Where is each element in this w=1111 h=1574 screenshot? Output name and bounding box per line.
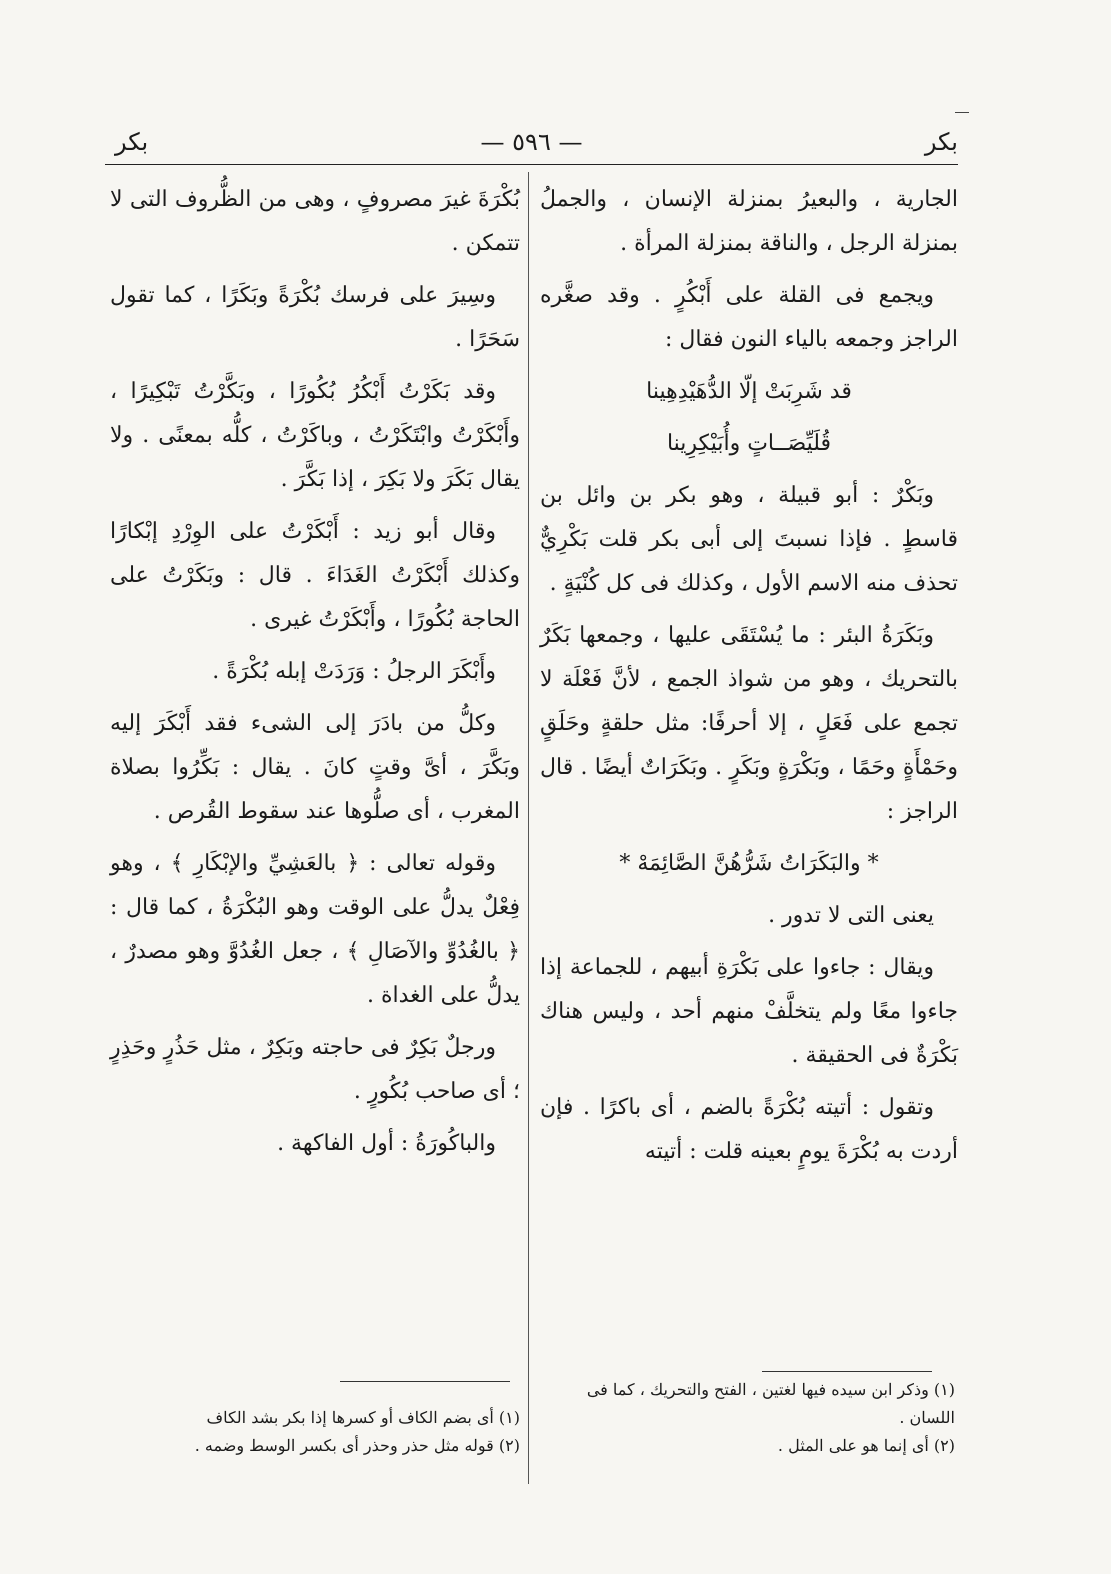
footnote: (١) وذكر ابن سيده فيها لغتين ، الفتح والتحريك ، كما فى اللسان . <box>586 1380 955 1427</box>
verse-line: * والبَكَرَاتُ شَرُّهُنَّ الصَّائِمَهْ * <box>619 851 879 876</box>
paragraph: ورجلٌ بَكِرٌ فى حاجته وبَكِرٌ ، مثل حَذُرٍ وحَذِرٍ ؛ أى صاحب بُكُورٍ . <box>110 1035 520 1104</box>
footnote-rule-right <box>762 1371 932 1372</box>
paragraph: ويجمع فى القلة على أَبْكُرٍ . وقد صغَّره الراجز وجمعه بالياء النون فقال : <box>540 283 958 352</box>
paragraph: وبَكْرٌ : أبو قبيلة ، وهو بكر بن وائل بن قاسطٍ . فإذا نسبتَ إلى أبى بكر قلت بَكْرِيٌّ تحذف منه الاسم الأول ، وكذلك فى كل كُنْيَةٍ . <box>540 483 958 596</box>
corner-mark <box>955 112 969 113</box>
header-rule <box>105 164 958 165</box>
paragraph: ويقال : جاءوا على بَكْرَةِ أبيهم ، للجماعة إذا جاءوا معًا ولم يتخلَّفْ منهم أحد ، وليس هناك بَكْرَةٌ فى الحقيقة . <box>540 955 958 1068</box>
footnotes-right <box>545 1376 955 1460</box>
page-header <box>105 128 958 162</box>
headword-right: بكر <box>924 128 958 156</box>
paragraph: والباكُورَةُ : أول الفاكهة . <box>277 1131 496 1156</box>
right-column <box>540 178 958 1182</box>
verse-line: قُلَيِّصَــاتٍ وأُبَيْكِرِينا <box>666 431 832 456</box>
paragraph: وقال أبو زيد : أَبْكَرْتُ على الوِرْدِ إبْكارًا وكذلك أَبْكَرْتُ الغَدَاءَ . قال : وبَكَرْتُ على الحاجة بُكُورًا ، وأَبْكَرْتُ غيرى . <box>110 519 520 632</box>
footnotes-left <box>110 1404 520 1460</box>
footnote: (١) أى بضم الكاف أو كسرها إذا بكر بشد الكاف <box>206 1408 520 1427</box>
paragraph: بُكْرَةَ غيرَ مصروفٍ ، وهى من الظُّروف التى لا تتمكن . <box>110 187 520 256</box>
paragraph: وتقول : أتيته بُكْرَةً بالضم ، أى باكرًا . فإن أردت به بُكْرَةَ يومٍ بعينه قلت : أتيته <box>540 1095 958 1164</box>
paragraph: وقوله تعالى : ﴿ بالعَشِيِّ والإبْكَارِ ﴾ ، وهو فِعْلٌ يدلُّ على الوقت وهو البُكْرَةُ ، كما قال : ﴿ بالغُدُوِّ والآصَالِ ﴾ ، جعل الغُدُوَّ وهو مصدرٌ ، يدلُّ على الغداة . <box>110 851 520 1008</box>
paragraph: وبَكَرَةُ البئر : ما يُسْتَقَى عليها ، وجمعها بَكَرٌ بالتحريك ، وهو من شواذ الجمع ، لأنَّ فَعْلَة لا تجمع على فَعَلٍ ، إلا أحرفًا: مثل حلقةٍ وحَلَقٍ وحَمْأَةٍ وحَمًا ، وبَكْرَةٍ وبَكَرٍ . وبَكَرَاتٌ أيضًا . قال الراجز : <box>540 623 958 824</box>
footnote-rule-left <box>340 1381 510 1382</box>
verse-line: قد شَرِبَتْ إلّا الدُّهَيْدِهِينا <box>646 379 852 404</box>
paragraph: وكلُّ من بادَرَ إلى الشىء فقد أَبْكَرَ إليه وبَكَّرَ ، أىَّ وقتٍ كانَ . يقال : بَكِّرُوا بصلاة المغرب ، أى صلُّوها عند سقوط القُرص . <box>110 711 520 824</box>
paragraph: الجارية ، والبعيرُ بمنزلة الإنسان ، والجملُ بمنزلة الرجل ، والناقة بمنزلة المرأة . <box>540 187 958 256</box>
footnote: (٢) قوله مثل حذر وحذر أى بكسر الوسط وضمه . <box>194 1436 520 1455</box>
paragraph: وقد بَكَرْتُ أَبْكُرُ بُكُورًا ، وبَكَّرْتُ تَبْكِيرًا ، وأَبْكَرْتُ وابْتَكَرْتُ ، وباكَرْتُ ، كلُّه بمعنًى . ولا يقال بَكَرَ ولا بَكِرَ ، إذا بَكَّرَ . <box>110 379 520 492</box>
paragraph: وأَبْكَرَ الرجلُ : وَرَدَتْ إبله بُكْرَةً . <box>212 659 496 684</box>
headword-left: بكر <box>115 128 149 156</box>
paragraph: يعنى التى لا تدور . <box>768 903 934 928</box>
page-number: — ٥٩٦ — <box>480 128 583 156</box>
column-divider <box>528 172 529 1484</box>
paragraph: وسِيرَ على فرسك بُكْرَةً وبَكَرًا ، كما تقول سَحَرًا . <box>110 283 520 352</box>
left-column <box>110 178 520 1174</box>
footnote: (٢) أى إنما هو على المثل . <box>777 1436 955 1455</box>
